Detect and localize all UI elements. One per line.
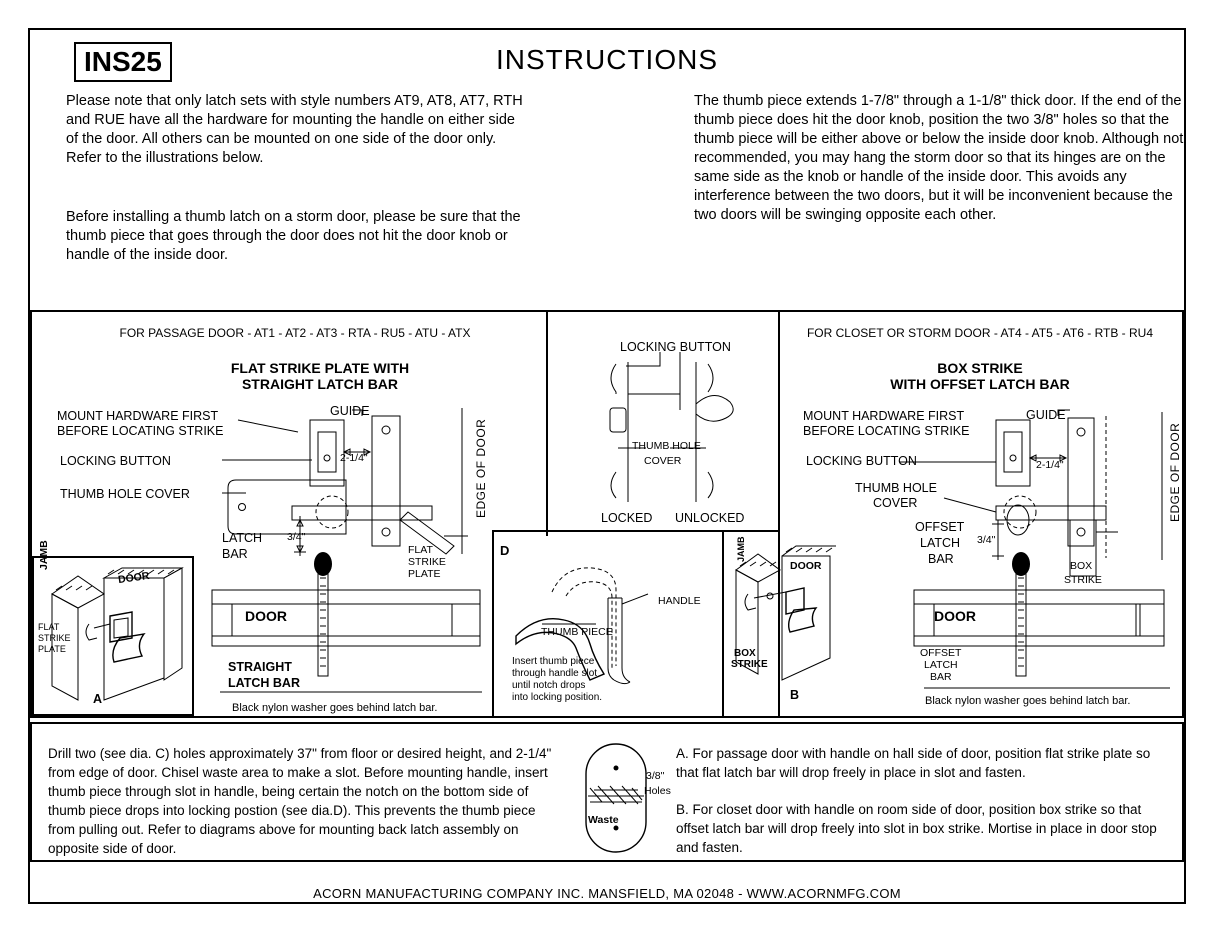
left-guide-label: GUIDE (330, 404, 370, 418)
left-latch-bar-label-2: BAR (222, 547, 248, 561)
left-mount-note-1: MOUNT HARDWARE FIRST (57, 409, 219, 423)
inset-b-letter: B (790, 688, 800, 702)
waste-label: Waste (588, 814, 619, 826)
inset-a-jamb-label: JAMB (38, 540, 50, 570)
inset-b-artwork (724, 534, 836, 718)
center-thumb-hole-1: THUMB HOLE (632, 440, 701, 452)
left-panel-heading: FOR PASSAGE DOOR - AT1 - AT2 - AT3 - RTA - RU5 - ATU - ATX (119, 326, 471, 340)
right-washer-note: Black nylon washer goes behind latch bar. (925, 695, 1131, 707)
center-locking-button-label: LOCKING BUTTON (620, 340, 731, 354)
center-locking-artwork (560, 352, 770, 512)
right-dim-vertical: 2-1/4" (1036, 459, 1064, 471)
inset-a-door-label: DOOR (117, 569, 151, 587)
hole-count-label: Holes (644, 785, 671, 797)
right-offset-latch-bar-1: OFFSET (920, 647, 962, 659)
left-flat-strike-3: PLATE (408, 568, 441, 580)
right-panel-artwork (900, 320, 1186, 720)
right-panel-heading: FOR CLOSET OR STORM DOOR - AT4 - AT5 - AT6 - RTB - RU4 (806, 326, 1154, 340)
left-washer-note: Black nylon washer goes behind latch bar. (232, 702, 438, 714)
right-dim-small: 3/4" (977, 534, 996, 546)
right-box-strike-2: STRIKE (1064, 574, 1102, 586)
left-panel-subtitle-1: FLAT STRIKE PLATE WITH (230, 360, 410, 376)
inset-a-flat-strike-3: PLATE (38, 644, 66, 654)
inset-b-jamb-label: JAMB (736, 536, 746, 562)
diagram-d-handle-label: HANDLE (658, 595, 701, 607)
right-mount-note-2: BEFORE LOCATING STRIKE (803, 424, 970, 438)
right-thumb-hole-2: COVER (873, 496, 918, 510)
inset-a-flat-strike-2: STRIKE (38, 633, 71, 643)
inset-a-letter: A (93, 692, 103, 706)
diagram-d-letter: D (500, 543, 510, 558)
hole-size-label: 3/8" (646, 770, 665, 782)
right-offset-latch-bar-3: BAR (930, 671, 952, 683)
left-straight-latch-1: STRAIGHT (228, 660, 292, 674)
bottom-note-b: B. For closet door with handle on room side of door, position box strike so that offset latch bar will drop freely into slot in box strike. Mortise in place in door stop and fasten. (676, 802, 1157, 855)
inset-b-door-label: DOOR (790, 560, 822, 572)
left-door-label: DOOR (245, 608, 287, 624)
left-panel-subtitle-2: STRAIGHT LATCH BAR (241, 376, 399, 392)
inset-a-flat-strike-1: FLAT (38, 622, 60, 632)
inset-b-box-strike-2: STRIKE (731, 659, 768, 670)
inset-b-box-strike-1: BOX (734, 648, 756, 659)
right-locking-button-label: LOCKING BUTTON (806, 454, 917, 468)
left-straight-latch-2: LATCH BAR (228, 676, 300, 690)
right-panel-subtitle-1: BOX STRIKE (937, 360, 1023, 376)
left-latch-bar-label-1: LATCH (222, 531, 263, 545)
diagram-d-note-4: into locking position. (512, 692, 603, 703)
right-guide-label: GUIDE (1026, 408, 1066, 422)
diagram-d-note-1: Insert thumb piece (512, 656, 595, 667)
page-title: INSTRUCTIONS (496, 44, 718, 75)
intro-paragraph-1: Please note that only latch sets with style numbers AT9, AT8, AT7, RTH and RUE have all the hardware for mounting the handle on either side of the door. All others can be mounted on one side of the door only. Refer to the illustrations below. (66, 93, 523, 166)
document-code: INS25 (74, 42, 172, 82)
intro-paragraph-2: Before installing a thumb latch on a storm door, please be sure that the thumb piece that goes through the door does not hit the door knob or handle of the inside door. (66, 209, 521, 263)
right-offset-latch-1: OFFSET (915, 520, 965, 534)
diagram-d-artwork (496, 534, 722, 718)
left-mount-note-2: BEFORE LOCATING STRIKE (57, 424, 224, 438)
band-divider-left (546, 310, 548, 536)
diagram-d-thumb-piece-label: THUMB PIECE (541, 626, 613, 638)
right-mount-note-1: MOUNT HARDWARE FIRST (803, 409, 965, 423)
right-offset-latch-2: LATCH (920, 536, 961, 550)
right-offset-latch-bar-2: LATCH (924, 659, 958, 671)
left-flat-strike-2: STRIKE (408, 556, 446, 568)
left-edge-of-door-label: EDGE OF DOOR (474, 418, 488, 518)
left-dim-small: 3/4" (287, 531, 306, 543)
right-panel-subtitle-2: WITH OFFSET LATCH BAR (890, 376, 1070, 392)
bottom-note-a: A. For passage door with handle on hall side of door, position flat strike plate so that flat latch bar will drop freely in place in slot and fasten. (676, 746, 1151, 780)
right-door-label: DOOR (934, 608, 976, 624)
right-edge-of-door-label: EDGE OF DOOR (1168, 422, 1182, 522)
left-thumb-hole-cover-label: THUMB HOLE COVER (60, 487, 190, 501)
diagram-d-note-3: until notch drops (512, 680, 586, 691)
right-offset-latch-3: BAR (928, 552, 954, 566)
left-dim-vertical: 2-1/4" (340, 452, 368, 464)
inset-a-artwork (34, 558, 192, 714)
right-box-strike-1: BOX (1070, 560, 1093, 572)
center-thumb-hole-2: COVER (644, 455, 682, 467)
left-flat-strike-1: FLAT (408, 544, 433, 556)
footer-text: ACORN MANUFACTURING COMPANY INC. MANSFIELD, MA 02048 - WWW.ACORNMFG.COM (313, 886, 901, 901)
center-unlocked-label: UNLOCKED (675, 511, 745, 525)
diagram-d-note-2: through handle slot (512, 668, 598, 679)
intro-paragraph-3: The thumb piece extends 1-7/8" through a 1-1/8" thick door. If the end of the thumb piece does hit the door knob, position the two 3/8" holes so that the thumb piece will be either above or below the inside door knob. Although not recommended, you may hang the storm door so that its hinges are on the same side as the knob or handle of the inside door. This avoids any interference between the two doors, but it will be inconvenient because the two doors will be swinging opposite each other. (694, 93, 1184, 223)
center-locked-label: LOCKED (601, 511, 653, 525)
hole-pattern-diagram (568, 740, 664, 856)
left-locking-button-label: LOCKING BUTTON (60, 454, 171, 468)
right-thumb-hole-1: THUMB HOLE (855, 481, 937, 495)
bottom-instructions: Drill two (see dia. C) holes approximately 37" from floor or desired height, and 2-1/4" from edge of door. Chisel waste area to make a slot. Before mounting handle, insert thumb piece through slot in handle, being certain the notch on the bottom side of thumb piece drops into locking postion (see dia.D). This prevents the thumb piece from pulling out. Refer to diagrams above for mounting back latch assembly on opposite side of door. (48, 746, 552, 856)
